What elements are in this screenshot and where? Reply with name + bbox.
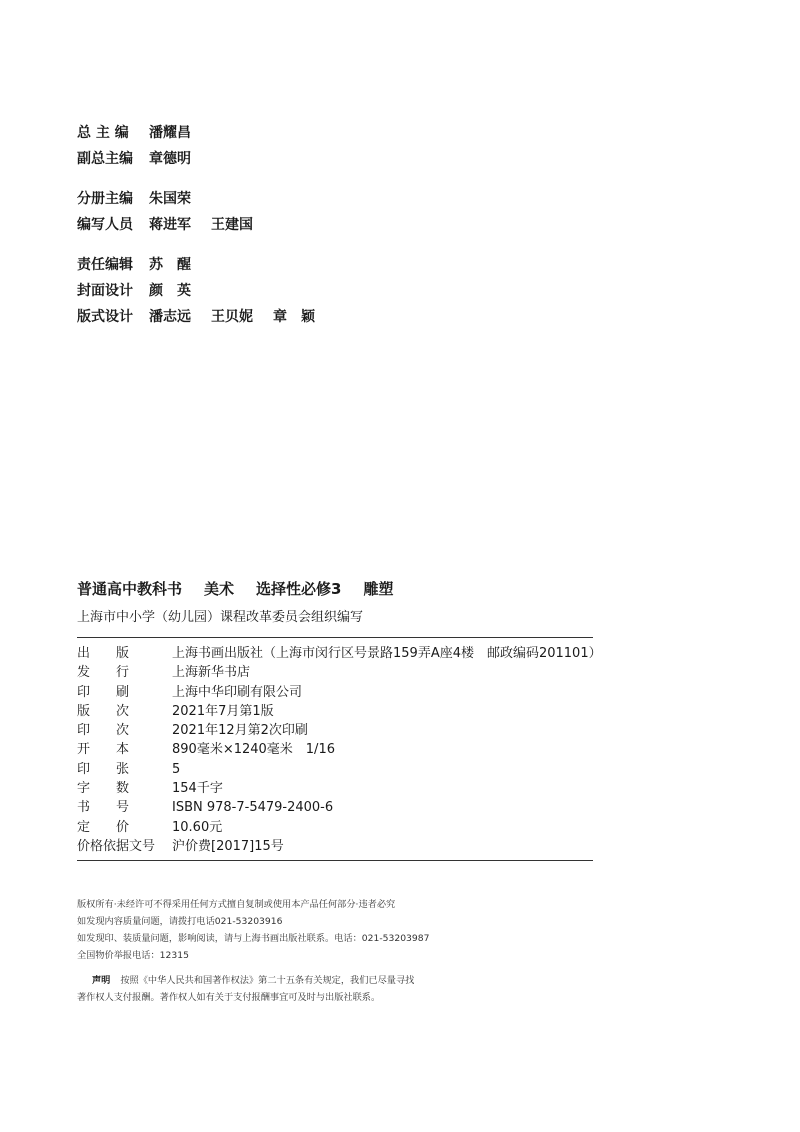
- pub-label: 出 版: [77, 646, 130, 661]
- notice-line: 如发现内容质量问题，请拨打电话021-53203916: [77, 916, 283, 927]
- notice-line: 如发现印、装质量问题，影响阅读，请与上海书画出版社联系。电话：021-53203987: [77, 933, 430, 944]
- pub-label: 印 次: [77, 723, 130, 739]
- notice-line: 版权所有·未经许可不得采用任何方式擅自复制或使用本产品任何部分·违者必究: [77, 899, 396, 910]
- notice-line: 全国物价举报电话：12315: [77, 950, 189, 961]
- pub-value: 10.60元: [172, 819, 223, 835]
- pub-row: [77, 837, 593, 856]
- credit-row-volume-editor: [77, 186, 477, 212]
- credit-row-chief-editor: [77, 120, 477, 146]
- pub-row: [77, 779, 593, 798]
- book-title-part: 普通高中教科书: [77, 580, 183, 598]
- pub-row: [77, 721, 593, 740]
- credit-role: 分册主编: [77, 191, 133, 207]
- credit-name: 章 颖: [273, 309, 315, 325]
- credit-name: 潘耀昌: [149, 125, 191, 141]
- pub-row: [77, 760, 593, 779]
- statement-text: 按照《中华人民共和国著作权法》第二十五条有关规定，我们已尽量寻找: [120, 975, 415, 986]
- book-title-part: 美术: [204, 580, 235, 598]
- pub-row: [77, 683, 593, 702]
- book-compiler: 上海市中小学（幼儿园）课程改革委员会组织编写: [77, 610, 364, 625]
- pub-value: 上海中华印刷有限公司: [172, 684, 303, 700]
- book-title-part: 雕塑: [363, 580, 394, 598]
- credit-role: 封面设计: [77, 283, 133, 299]
- staff-credits: [77, 120, 477, 330]
- credit-role: 副总主编: [77, 151, 133, 167]
- pub-label: 印 张: [77, 761, 130, 777]
- pub-value: 154千字: [172, 781, 223, 797]
- credit-row-layout-design: [77, 304, 477, 330]
- pub-value: 上海新华书店: [172, 665, 251, 681]
- pub-label: 书 号: [77, 800, 130, 816]
- pub-row: [77, 663, 593, 682]
- credit-role: 总 主 编: [77, 125, 129, 141]
- copyright-notice: [77, 896, 597, 964]
- pub-value: 5: [172, 761, 181, 777]
- credit-name: 苏 醒: [149, 257, 191, 273]
- credit-name: 颜 英: [149, 283, 191, 299]
- credit-role: 责任编辑: [77, 257, 133, 273]
- statement-text: 著作权人支付报酬。著作权人如有关于支付报酬事宜可及时与出版社联系。: [77, 992, 381, 1003]
- credit-name: 潘志远: [149, 309, 191, 325]
- credit-row-cover-design: [77, 278, 477, 304]
- pub-row: [77, 818, 593, 837]
- book-title: [77, 577, 593, 601]
- pub-row: [77, 702, 593, 721]
- pub-label: 开 本: [77, 742, 130, 758]
- pub-value: 沪价费[2017]15号: [172, 838, 284, 854]
- credit-name: 王建国: [211, 217, 253, 233]
- pub-label: 价格依据文号: [77, 838, 156, 854]
- pub-value: 2021年7月第1版: [172, 703, 274, 719]
- credit-name: 朱国荣: [149, 191, 191, 207]
- pub-value: 890毫米×1240毫米 1/16: [172, 742, 335, 758]
- statement-heading: 声明: [92, 975, 111, 986]
- credit-role: 版式设计: [77, 309, 133, 325]
- credit-row-writers: [77, 212, 477, 238]
- pub-label: 发 行: [77, 665, 130, 681]
- divider-bottom: [77, 860, 593, 861]
- credit-row-responsible-editor: [77, 252, 477, 278]
- pub-label: 印 刷: [77, 684, 130, 700]
- book-title-part: 选择性必修3: [256, 580, 342, 598]
- pub-value: ISBN 978-7-5479-2400-6: [172, 800, 334, 816]
- pub-value: 上海书画出版社（上海市闵行区号景路159弄A座4楼 邮政编码201101）: [172, 646, 602, 661]
- credit-role: 编写人员: [77, 217, 133, 233]
- credit-name: 蒋进军: [149, 217, 191, 233]
- pub-label: 字 数: [77, 781, 130, 797]
- pub-label: 定 价: [77, 819, 130, 835]
- publication-table: [77, 638, 602, 860]
- pub-value: 2021年12月第2次印刷: [172, 723, 308, 739]
- pub-row: [77, 740, 593, 759]
- credit-group-editors: [77, 120, 477, 172]
- pub-label: 版 次: [77, 703, 130, 719]
- pub-row: [77, 798, 593, 817]
- credit-row-deputy-chief-editor: [77, 146, 477, 172]
- copyright-statement: [77, 972, 597, 1006]
- credit-group-production: [77, 252, 477, 330]
- book-info: [77, 577, 602, 861]
- credit-name: 王贝妮: [211, 309, 253, 325]
- credit-group-authors: [77, 186, 477, 238]
- pub-row: [77, 644, 602, 663]
- credit-name: 章德明: [149, 151, 191, 167]
